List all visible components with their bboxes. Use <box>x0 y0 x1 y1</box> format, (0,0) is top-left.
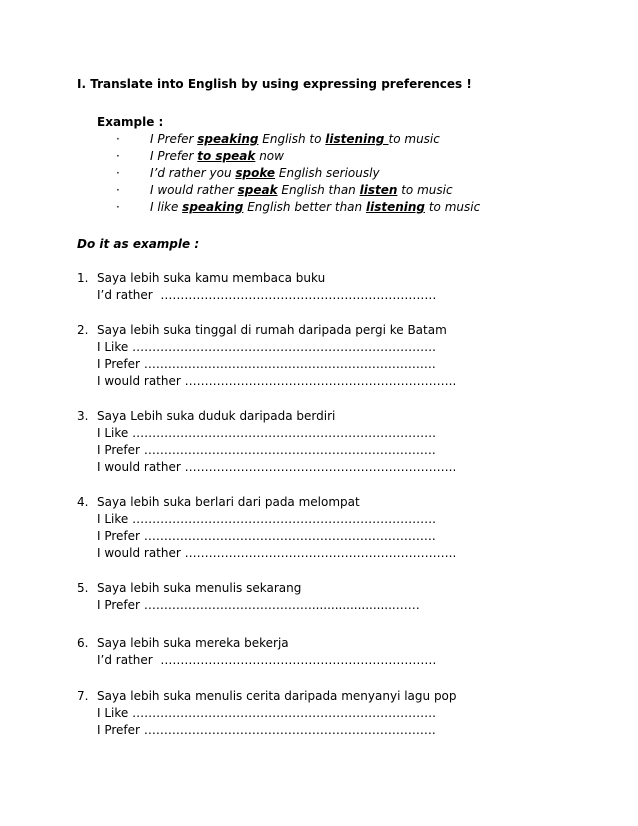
answer-line <box>97 545 456 561</box>
example-item: I Prefer to speak now <box>150 149 284 163</box>
answer-label: I Prefer <box>97 443 140 457</box>
answer-blank[interactable]: …………………………………………………………… <box>160 288 437 302</box>
answer-label: I would rather <box>97 546 181 560</box>
answer-line <box>97 722 436 738</box>
answer-label: I’d rather <box>97 288 153 302</box>
answer-label: I Prefer <box>97 598 140 612</box>
answer-blank[interactable]: …………………………………………………………………. <box>132 706 436 720</box>
example-label: Example : <box>97 115 164 129</box>
answer-line <box>97 442 436 458</box>
answer-line <box>97 652 436 668</box>
answer-blank[interactable]: ………………………………………………………………. <box>143 443 436 457</box>
exercise-number: 7. <box>77 689 89 703</box>
answer-blank[interactable]: …………………………………………………………………. <box>132 512 436 526</box>
answer-blank[interactable]: …………………………………………………………………. <box>132 426 436 440</box>
answer-line <box>97 287 436 303</box>
answer-blank[interactable]: ………………………………………………………….. <box>184 460 457 474</box>
exercise-sentence: Saya lebih suka tinggal di rumah daripada pergi ke Batam <box>97 323 447 337</box>
exercise-number: 1. <box>77 271 89 285</box>
answer-line <box>97 511 436 527</box>
example-bullet: · <box>116 149 120 163</box>
answer-line <box>97 597 420 613</box>
exercise-number: 2. <box>77 323 89 337</box>
example-bullet: · <box>116 200 120 214</box>
answer-label: I Prefer <box>97 357 140 371</box>
exercise-sentence: Saya lebih suka berlari dari pada melompat <box>97 495 360 509</box>
answer-line <box>97 459 456 475</box>
exercise-sentence: Saya lebih suka menulis cerita daripada menyanyi lagu pop <box>97 689 457 703</box>
example-item: I Prefer speaking English to listening to music <box>150 132 440 146</box>
exercise-sentence: Saya lebih suka kamu membaca buku <box>97 271 326 285</box>
exercise-number: 5. <box>77 581 89 595</box>
instruction: Do it as example : <box>77 237 200 251</box>
answer-label: I Prefer <box>97 529 140 543</box>
answer-label: I Like <box>97 706 129 720</box>
answer-blank[interactable]: ……………………………………......................…… <box>143 598 420 612</box>
answer-blank[interactable]: ………………………………………………………….. <box>184 374 457 388</box>
example-item: I would rather speak English than listen to music <box>150 183 453 197</box>
exercise-sentence: Saya lebih suka menulis sekarang <box>97 581 302 595</box>
answer-blank[interactable]: …………………………………………………………………. <box>132 340 436 354</box>
answer-label: I Like <box>97 512 129 526</box>
answer-line <box>97 373 456 389</box>
exercise-number: 6. <box>77 636 89 650</box>
exercise-sentence: Saya Lebih suka duduk daripada berdiri <box>97 409 336 423</box>
example-item: I’d rather you spoke English seriously <box>150 166 380 180</box>
answer-line <box>97 339 436 355</box>
answer-line <box>97 528 436 544</box>
answer-label: I’d rather <box>97 653 153 667</box>
answer-blank[interactable]: …………………………………………………………… <box>160 653 437 667</box>
answer-blank[interactable]: ………………………………………………………….. <box>184 546 457 560</box>
answer-label: I Prefer <box>97 723 140 737</box>
answer-label: I would rather <box>97 374 181 388</box>
answer-blank[interactable]: ………………………………………………………………. <box>143 529 436 543</box>
answer-label: I Like <box>97 340 129 354</box>
exercise-sentence: Saya lebih suka mereka bekerja <box>97 636 289 650</box>
section-title: I. Translate into English by using expressing preferences ! <box>77 77 472 91</box>
exercise-number: 4. <box>77 495 89 509</box>
answer-line <box>97 705 436 721</box>
answer-label: I would rather <box>97 460 181 474</box>
answer-blank[interactable]: ………………………………………………………………. <box>143 357 436 371</box>
exercise-number: 3. <box>77 409 89 423</box>
answer-line <box>97 356 436 372</box>
answer-label: I Like <box>97 426 129 440</box>
answer-blank[interactable]: ………………………………………………………………. <box>143 723 436 737</box>
example-item: I like speaking English better than listening to music <box>150 200 481 214</box>
example-bullet: · <box>116 132 120 146</box>
example-bullet: · <box>116 166 120 180</box>
example-bullet: · <box>116 183 120 197</box>
answer-line <box>97 425 436 441</box>
